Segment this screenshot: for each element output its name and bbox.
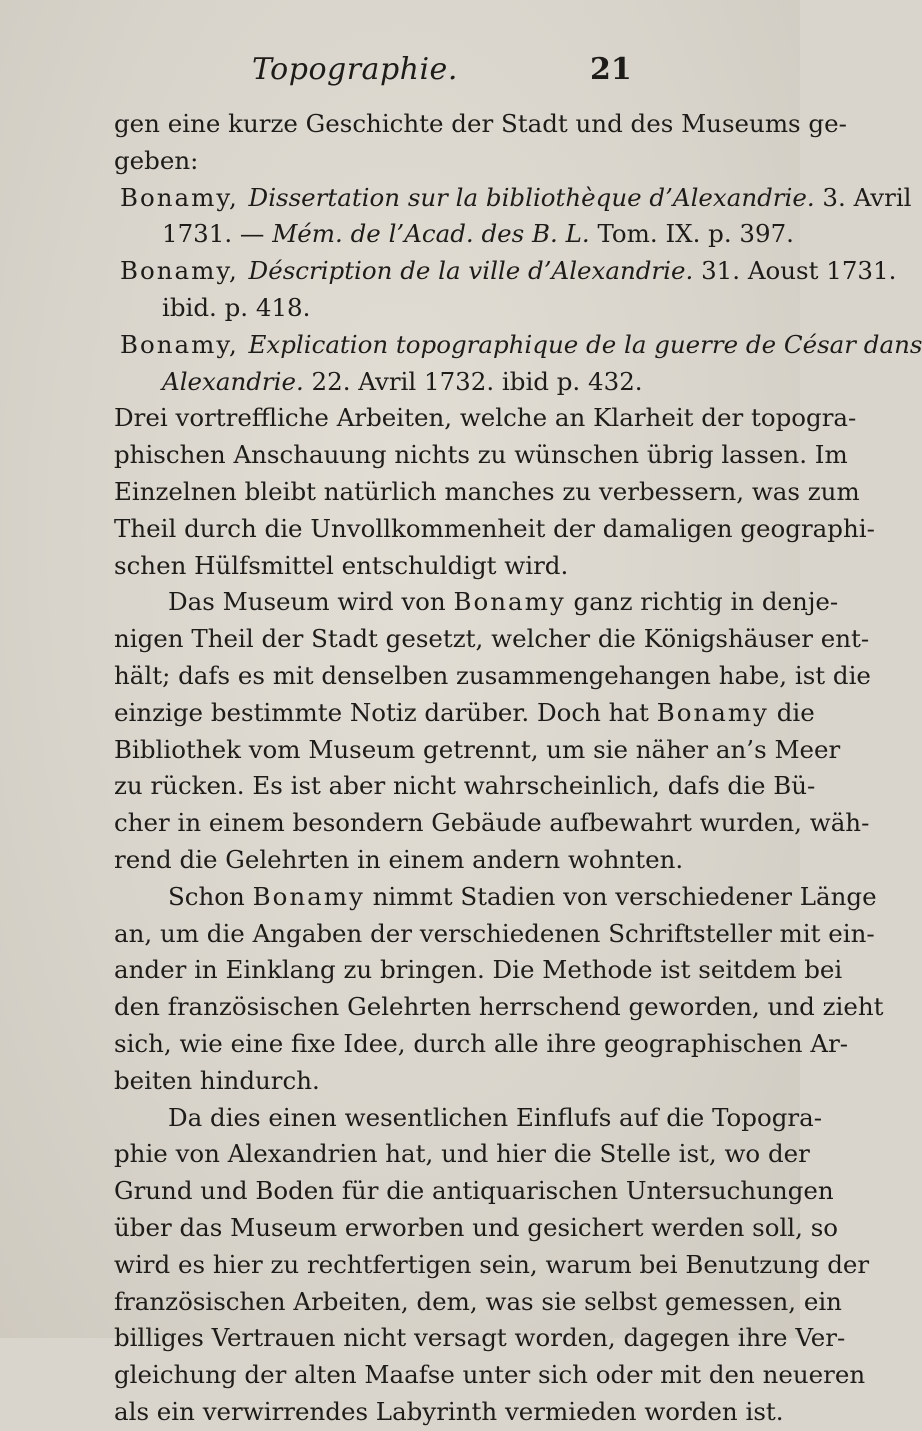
text-line (114, 1247, 870, 1284)
text-line (114, 695, 815, 732)
spaced-name: Bonamy, (120, 329, 249, 359)
text-run: ibid. p. 418. (162, 292, 311, 322)
text-line (114, 768, 816, 805)
text-run: die (768, 697, 815, 727)
text-run: Das Museum wird von (168, 587, 454, 617)
text-run: sich, wie eine fixe Idee, durch alle ihre geographischen Ar- (114, 1028, 849, 1058)
text-line (114, 916, 875, 953)
text-run: den französischen Gelehrten herrschend geworden, und zieht (114, 992, 884, 1022)
text-line (114, 437, 848, 474)
text-run: Da dies einen wesentlichen Einflufs auf die Topogra- (168, 1102, 822, 1132)
text-line (114, 1100, 822, 1137)
text-run: Drei vortreffliche Arbeiten, welche an Klarheit der topogra- (114, 403, 857, 433)
text-line (114, 1284, 842, 1321)
text-line (114, 1357, 866, 1394)
running-title: Topographie. (252, 52, 458, 87)
text-line (114, 474, 860, 511)
text-line (114, 253, 897, 290)
spaced-name: Bonamy, (120, 256, 249, 286)
text-line (114, 1394, 784, 1431)
text-line (114, 1136, 810, 1173)
italic-text: Alexandrie. (162, 366, 304, 396)
text-run: Tom. IX. p. 397. (589, 219, 794, 249)
text-run: 31. Aoust 1731. (693, 256, 897, 286)
text-line (114, 364, 754, 401)
body-text (114, 106, 922, 1431)
text-run: als ein verwirrendes Labyrinth vermieden worden ist. (114, 1396, 784, 1426)
text-run: an, um die Angaben der verschiedenen Schriftsteller mit ein- (114, 918, 875, 948)
text-run: zu rücken. Es ist aber nicht wahrscheinlich, dafs die Bü- (114, 771, 816, 801)
text-run: phischen Anschauung nichts zu wünschen übrig lassen. Im (114, 440, 848, 470)
text-line (114, 732, 841, 769)
text-line (114, 805, 870, 842)
text-line (114, 290, 754, 327)
text-run: geben: (114, 145, 199, 175)
text-run: beiten hindurch. (114, 1065, 320, 1095)
text-run: Schon (168, 881, 253, 911)
text-run: billiges Vertrauen nicht versagt worden, dagegen ihre Ver- (114, 1323, 846, 1353)
italic-text: Explication topographique de la guerre de César dans (248, 329, 922, 359)
text-run: nigen Theil der Stadt gesetzt, welcher die Königshäuser ent- (114, 624, 870, 654)
text-line (114, 400, 857, 437)
spaced-name: Bonamy (656, 697, 769, 727)
text-run: ander in Einklang zu bringen. Die Methode ist seitdem bei (114, 955, 843, 985)
text-line (114, 216, 794, 253)
text-line (114, 1063, 754, 1100)
text-line (114, 327, 922, 364)
spaced-name: Bonamy (252, 881, 365, 911)
text-run: 1731. — (162, 219, 273, 249)
text-line (114, 143, 754, 180)
text-run: hält; dafs es mit denselben zusammengehangen habe, ist die (114, 660, 871, 690)
text-run: schen Hülfsmittel entschuldigt wird. (114, 550, 569, 580)
text-line (114, 1320, 846, 1357)
text-line (114, 989, 884, 1026)
text-line (114, 1173, 834, 1210)
text-line (114, 511, 875, 548)
spaced-name: Bonamy, (120, 182, 249, 212)
text-line (114, 658, 871, 695)
text-run: rend die Gelehrten in einem andern wohnten. (114, 844, 684, 874)
text-run: französischen Arbeiten, dem, was sie selbst gemessen, ein (114, 1286, 842, 1316)
text-run: über das Museum erworben und gesichert werden soll, so (114, 1212, 839, 1242)
text-line (114, 879, 877, 916)
text-line (114, 952, 843, 989)
text-line (114, 1026, 849, 1063)
text-line (114, 548, 754, 585)
text-line (114, 1210, 839, 1247)
text-line (114, 180, 912, 217)
text-line (114, 584, 839, 621)
text-run: gleichung der alten Maafse unter sich oder mit den neueren (114, 1360, 866, 1390)
page-number: 21 (590, 52, 632, 87)
text-line (114, 621, 870, 658)
text-run: nimmt Stadien von verschiedener Länge (364, 881, 877, 911)
text-run: Theil durch die Unvollkommenheit der damaligen geographi- (114, 513, 875, 543)
text-run: ganz richtig in denje- (565, 587, 839, 617)
text-run: gen eine kurze Geschichte der Stadt und des Museums ge- (114, 109, 847, 138)
text-run: wird es hier zu rechtfertigen sein, warum bei Benutzung der (114, 1249, 870, 1279)
text-run: Grund und Boden für die antiquarischen Untersuchungen (114, 1176, 834, 1206)
text-run: 22. Avril 1732. ibid p. 432. (303, 366, 643, 396)
italic-text: Déscription de la ville d’Alexandrie. (248, 256, 694, 286)
page-header (0, 52, 800, 92)
italic-text: Dissertation sur la bibliothèque d’Alexandrie. (248, 182, 815, 212)
spaced-name: Bonamy (453, 587, 566, 617)
text-run: Einzelnen bleibt natürlich manches zu verbessern, was zum (114, 476, 860, 506)
italic-text: Mém. de l’Acad. des B. L. (272, 219, 590, 249)
text-run: cher in einem besondern Gebäude aufbewahrt wurden, wäh- (114, 808, 870, 838)
text-run: einzige bestimmte Notiz darüber. Doch hat (114, 697, 657, 727)
text-run: Bibliothek vom Museum getrennt, um sie näher an’s Meer (114, 734, 841, 764)
text-line (114, 106, 847, 143)
text-run: phie von Alexandrien hat, und hier die Stelle ist, wo der (114, 1139, 810, 1169)
text-run: 3. Avril (814, 182, 912, 212)
text-line (114, 842, 754, 879)
